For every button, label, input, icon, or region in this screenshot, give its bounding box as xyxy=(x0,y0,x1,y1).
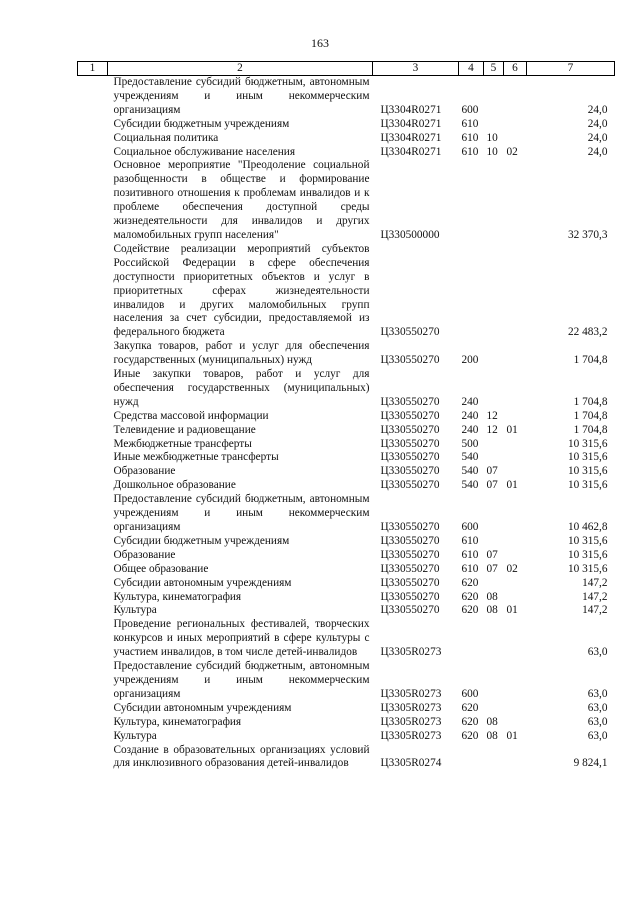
row-spacer-cell xyxy=(78,118,108,132)
table-row xyxy=(78,563,615,577)
row-name: Телевидение и радиовещание xyxy=(113,423,256,436)
row-expense-type: 620 xyxy=(461,590,479,603)
row-section: 08 xyxy=(486,590,498,603)
row-section xyxy=(484,702,504,716)
table-row xyxy=(78,479,615,493)
row-subsection: 02 xyxy=(506,145,518,158)
row-section: 10 xyxy=(486,131,498,144)
row-section: 07 xyxy=(486,548,498,561)
column-number: 6 xyxy=(504,62,527,76)
row-name: Предоставление субсидий бюджетным, автономным учреждениям и иным некоммерческим организациям xyxy=(113,660,370,700)
row-section xyxy=(484,493,504,535)
row-subsection xyxy=(504,744,527,772)
table-row xyxy=(78,132,615,146)
row-expense-type: 610 xyxy=(461,562,479,575)
row-subsection xyxy=(504,118,527,132)
row-section: 08 xyxy=(486,715,498,728)
row-target-code: Ц330500000 xyxy=(380,228,440,241)
table-row xyxy=(78,604,615,618)
row-expense-type: 500 xyxy=(461,437,479,450)
row-spacer-cell xyxy=(78,549,108,563)
row-target-code: Ц3305R0274 xyxy=(380,757,442,770)
row-section xyxy=(484,451,504,465)
table-row xyxy=(78,465,615,479)
row-spacer-cell xyxy=(78,730,108,744)
row-section xyxy=(484,535,504,549)
row-expense-type: 540 xyxy=(461,465,479,478)
table-row xyxy=(78,243,615,340)
row-expense-type: 540 xyxy=(461,479,479,492)
row-expense-type: 600 xyxy=(461,103,479,116)
row-spacer-cell xyxy=(78,438,108,452)
table-row xyxy=(78,591,615,605)
row-name: Межбюджетные трансферты xyxy=(113,437,252,450)
table-row xyxy=(78,730,615,744)
row-name: Образование xyxy=(113,465,176,478)
table-row xyxy=(78,438,615,452)
row-target-code: Ц3305R0273 xyxy=(380,687,442,700)
row-section: 12 xyxy=(486,409,498,422)
row-subsection xyxy=(504,535,527,549)
row-subsection xyxy=(504,618,527,660)
column-number: 2 xyxy=(108,62,373,76)
row-expense-type: 620 xyxy=(461,729,479,742)
row-section xyxy=(484,118,504,132)
row-expense-type xyxy=(459,618,484,660)
row-name: Субсидии автономным учреждениям xyxy=(113,701,292,714)
row-subsection xyxy=(504,716,527,730)
row-section xyxy=(484,618,504,660)
row-spacer-cell xyxy=(78,563,108,577)
row-section: 07 xyxy=(486,562,498,575)
row-amount: 10 462,8 xyxy=(567,521,608,533)
row-subsection xyxy=(504,493,527,535)
row-amount: 147,2 xyxy=(582,590,608,603)
row-amount: 10 315,6 xyxy=(567,548,608,561)
row-amount: 32 370,3 xyxy=(567,228,608,241)
row-amount: 22 483,2 xyxy=(567,326,608,339)
row-subsection xyxy=(504,702,527,716)
row-target-code: Ц3305R0273 xyxy=(380,715,442,728)
row-spacer-cell xyxy=(78,410,108,424)
row-spacer-cell xyxy=(78,243,108,340)
row-section xyxy=(484,368,504,410)
row-name: Предоставление субсидий бюджетным, автономным учреждениям и иным некоммерческим организациям xyxy=(113,76,370,116)
row-amount: 1 704,8 xyxy=(573,409,608,422)
row-subsection: 01 xyxy=(506,423,518,436)
row-name: Создание в образовательных организациях условий для инклюзивного образования детей-инвалидов xyxy=(113,743,370,770)
row-target-code: Ц330550270 xyxy=(380,395,440,408)
row-name: Субсидии бюджетным учреждениям xyxy=(113,117,290,130)
row-target-code: Ц3304R0271 xyxy=(380,117,442,130)
row-section: 08 xyxy=(486,729,498,742)
row-amount: 24,0 xyxy=(587,117,608,130)
table-row xyxy=(78,410,615,424)
table-row xyxy=(78,340,615,368)
row-spacer-cell xyxy=(78,716,108,730)
budget-table xyxy=(77,61,615,771)
table-row xyxy=(78,549,615,563)
row-target-code: Ц330550270 xyxy=(380,521,440,533)
row-expense-type: 620 xyxy=(461,715,479,728)
row-target-code: Ц330550270 xyxy=(380,590,440,603)
row-amount: 1 704,8 xyxy=(573,395,608,408)
row-name: Содействие реализации мероприятий субъектов Российской Федерации в сфере обеспечения доступности приоритетных объектов и услуг в приоритетных сферах жизнедеятельности инвалидов и других маломобильных групп населения за счет субсидии, предоставляемой из федерального бюджета xyxy=(113,242,370,339)
row-subsection: 01 xyxy=(506,479,518,492)
row-expense-type: 620 xyxy=(461,701,479,714)
row-subsection: 01 xyxy=(506,729,518,742)
column-number: 1 xyxy=(78,62,108,76)
row-target-code: Ц330550270 xyxy=(380,423,440,436)
row-subsection xyxy=(504,368,527,410)
row-subsection xyxy=(504,76,527,118)
row-target-code: Ц330550270 xyxy=(380,562,440,575)
row-target-code: Ц330550270 xyxy=(380,604,440,617)
row-amount: 147,2 xyxy=(582,576,608,589)
row-target-code: Ц330550270 xyxy=(380,576,440,589)
row-amount: 10 315,6 xyxy=(567,437,608,450)
table-row xyxy=(78,424,615,438)
row-amount: 24,0 xyxy=(587,131,608,144)
row-spacer-cell xyxy=(78,76,108,118)
row-amount: 10 315,6 xyxy=(567,465,608,478)
row-spacer-cell xyxy=(78,660,108,702)
row-spacer-cell xyxy=(78,535,108,549)
row-section xyxy=(484,577,504,591)
row-expense-type: 620 xyxy=(461,604,479,617)
row-amount: 10 315,6 xyxy=(567,479,608,492)
row-name: Социальное обслуживание населения xyxy=(113,145,296,158)
row-spacer-cell xyxy=(78,744,108,772)
row-subsection xyxy=(504,410,527,424)
column-number-header-row xyxy=(78,62,615,76)
row-target-code: Ц3304R0271 xyxy=(380,145,442,158)
row-subsection xyxy=(504,591,527,605)
row-target-code: Ц330550270 xyxy=(380,479,440,492)
row-subsection: 02 xyxy=(506,562,518,575)
row-name: Культура, кинематография xyxy=(113,715,242,728)
row-subsection xyxy=(504,243,527,340)
row-target-code: Ц3305R0273 xyxy=(380,701,442,714)
row-subsection xyxy=(504,549,527,563)
row-expense-type: 240 xyxy=(461,409,479,422)
table-row xyxy=(78,451,615,465)
table-row xyxy=(78,159,615,242)
row-subsection xyxy=(504,159,527,242)
row-subsection xyxy=(504,451,527,465)
row-name: Предоставление субсидий бюджетным, автономным учреждениям и иным некоммерческим организациям xyxy=(113,493,370,533)
row-amount: 10 315,6 xyxy=(567,562,608,575)
row-section xyxy=(484,744,504,772)
row-section xyxy=(484,340,504,368)
row-expense-type: 240 xyxy=(461,423,479,436)
table-row xyxy=(78,76,615,118)
row-spacer-cell xyxy=(78,604,108,618)
table-row xyxy=(78,535,615,549)
row-name: Социальная политика xyxy=(113,131,219,144)
row-amount: 63,0 xyxy=(587,729,608,742)
row-spacer-cell xyxy=(78,479,108,493)
row-name: Культура xyxy=(113,604,157,617)
row-spacer-cell xyxy=(78,618,108,660)
table-row xyxy=(78,716,615,730)
row-target-code: Ц330550270 xyxy=(380,548,440,561)
row-spacer-cell xyxy=(78,591,108,605)
table-row xyxy=(78,368,615,410)
row-expense-type: 200 xyxy=(461,354,479,367)
table-row xyxy=(78,493,615,535)
row-expense-type: 600 xyxy=(461,521,479,533)
row-name: Субсидии бюджетным учреждениям xyxy=(113,534,290,547)
row-name: Общее образование xyxy=(113,562,209,575)
row-spacer-cell xyxy=(78,451,108,465)
row-subsection xyxy=(504,340,527,368)
row-name: Культура, кинематография xyxy=(113,590,242,603)
row-section: 12 xyxy=(486,423,498,436)
row-name: Средства массовой информации xyxy=(113,409,269,422)
row-section: 07 xyxy=(486,479,498,492)
row-name: Проведение региональных фестивалей, творческих конкурсов и иных мероприятий в сфере культуры с участием инвалидов, в том числе детей-инвалидов xyxy=(113,618,370,659)
row-spacer-cell xyxy=(78,132,108,146)
row-section xyxy=(484,438,504,452)
row-expense-type: 240 xyxy=(461,395,479,408)
row-amount: 10 315,6 xyxy=(567,534,608,547)
row-spacer-cell xyxy=(78,465,108,479)
row-section xyxy=(484,243,504,340)
row-spacer-cell xyxy=(78,159,108,242)
row-name: Культура xyxy=(113,729,157,742)
table-row xyxy=(78,618,615,660)
column-number: 4 xyxy=(459,62,484,76)
table-row xyxy=(78,660,615,702)
row-spacer-cell xyxy=(78,577,108,591)
column-number: 3 xyxy=(373,62,459,76)
column-number: 5 xyxy=(484,62,504,76)
row-spacer-cell xyxy=(78,493,108,535)
row-amount: 147,2 xyxy=(582,604,608,617)
row-target-code: Ц3304R0271 xyxy=(380,131,442,144)
row-target-code: Ц3305R0273 xyxy=(380,729,442,742)
row-section xyxy=(484,76,504,118)
row-amount: 63,0 xyxy=(587,687,608,700)
row-target-code: Ц330550270 xyxy=(380,326,440,339)
row-subsection xyxy=(504,438,527,452)
row-expense-type: 600 xyxy=(461,687,479,700)
row-amount: 63,0 xyxy=(587,701,608,714)
row-subsection xyxy=(504,660,527,702)
row-amount: 24,0 xyxy=(587,145,608,158)
row-section: 10 xyxy=(486,145,498,158)
row-target-code: Ц330550270 xyxy=(380,354,440,367)
row-target-code: Ц330550270 xyxy=(380,534,440,547)
row-section: 07 xyxy=(486,465,498,478)
table-row xyxy=(78,744,615,772)
table-row xyxy=(78,702,615,716)
row-subsection: 01 xyxy=(506,604,518,617)
row-expense-type xyxy=(459,243,484,340)
row-section: 08 xyxy=(486,604,498,617)
row-target-code: Ц330550270 xyxy=(380,409,440,422)
row-target-code: Ц3304R0271 xyxy=(380,103,442,116)
row-target-code: Ц330550270 xyxy=(380,465,440,478)
row-amount: 24,0 xyxy=(587,103,608,116)
row-target-code: Ц330550270 xyxy=(380,437,440,450)
page-number: 163 xyxy=(311,36,329,50)
row-target-code: Ц3305R0273 xyxy=(380,646,442,659)
column-number: 7 xyxy=(527,62,615,76)
row-subsection xyxy=(504,132,527,146)
row-amount: 1 704,8 xyxy=(573,354,608,367)
row-spacer-cell xyxy=(78,340,108,368)
row-name: Дошкольное образование xyxy=(113,479,236,492)
row-name: Образование xyxy=(113,548,176,561)
row-name: Закупка товаров, работ и услуг для обеспечения государственных (муниципальных) нужд xyxy=(113,340,370,367)
row-expense-type: 610 xyxy=(461,548,479,561)
row-expense-type xyxy=(459,159,484,242)
row-spacer-cell xyxy=(78,368,108,410)
table-row xyxy=(78,577,615,591)
row-amount: 63,0 xyxy=(587,646,608,659)
row-expense-type: 610 xyxy=(461,117,479,130)
row-spacer-cell xyxy=(78,702,108,716)
row-amount: 1 704,8 xyxy=(573,423,608,436)
row-amount: 9 824,1 xyxy=(573,757,608,770)
row-name: Иные закупки товаров, работ и услуг для обеспечения государственных (муниципальных) нужд xyxy=(113,368,370,408)
row-name: Иные межбюджетные трансферты xyxy=(113,451,279,464)
row-expense-type: 610 xyxy=(461,131,479,144)
row-subsection xyxy=(504,577,527,591)
row-amount: 63,0 xyxy=(587,715,608,728)
row-target-code: Ц330550270 xyxy=(380,451,440,464)
row-expense-type xyxy=(459,744,484,772)
row-expense-type: 610 xyxy=(461,534,479,547)
table-row xyxy=(78,118,615,132)
table-row xyxy=(78,146,615,160)
row-section xyxy=(484,660,504,702)
table-body xyxy=(78,76,615,772)
row-subsection xyxy=(504,465,527,479)
row-expense-type: 540 xyxy=(461,451,479,464)
row-name: Основное мероприятие "Преодоление социальной разобщенности в обществе и формирование позитивного отношения к проблемам инвалидов и к проблеме обеспечения доступной среды жизнедеятельности для инвалидов и других маломобильных групп населения" xyxy=(113,159,370,241)
row-expense-type: 610 xyxy=(461,145,479,158)
row-expense-type: 620 xyxy=(461,576,479,589)
row-amount: 10 315,6 xyxy=(567,451,608,464)
row-spacer-cell xyxy=(78,424,108,438)
row-spacer-cell xyxy=(78,146,108,160)
row-name: Субсидии автономным учреждениям xyxy=(113,576,292,589)
row-section xyxy=(484,159,504,242)
